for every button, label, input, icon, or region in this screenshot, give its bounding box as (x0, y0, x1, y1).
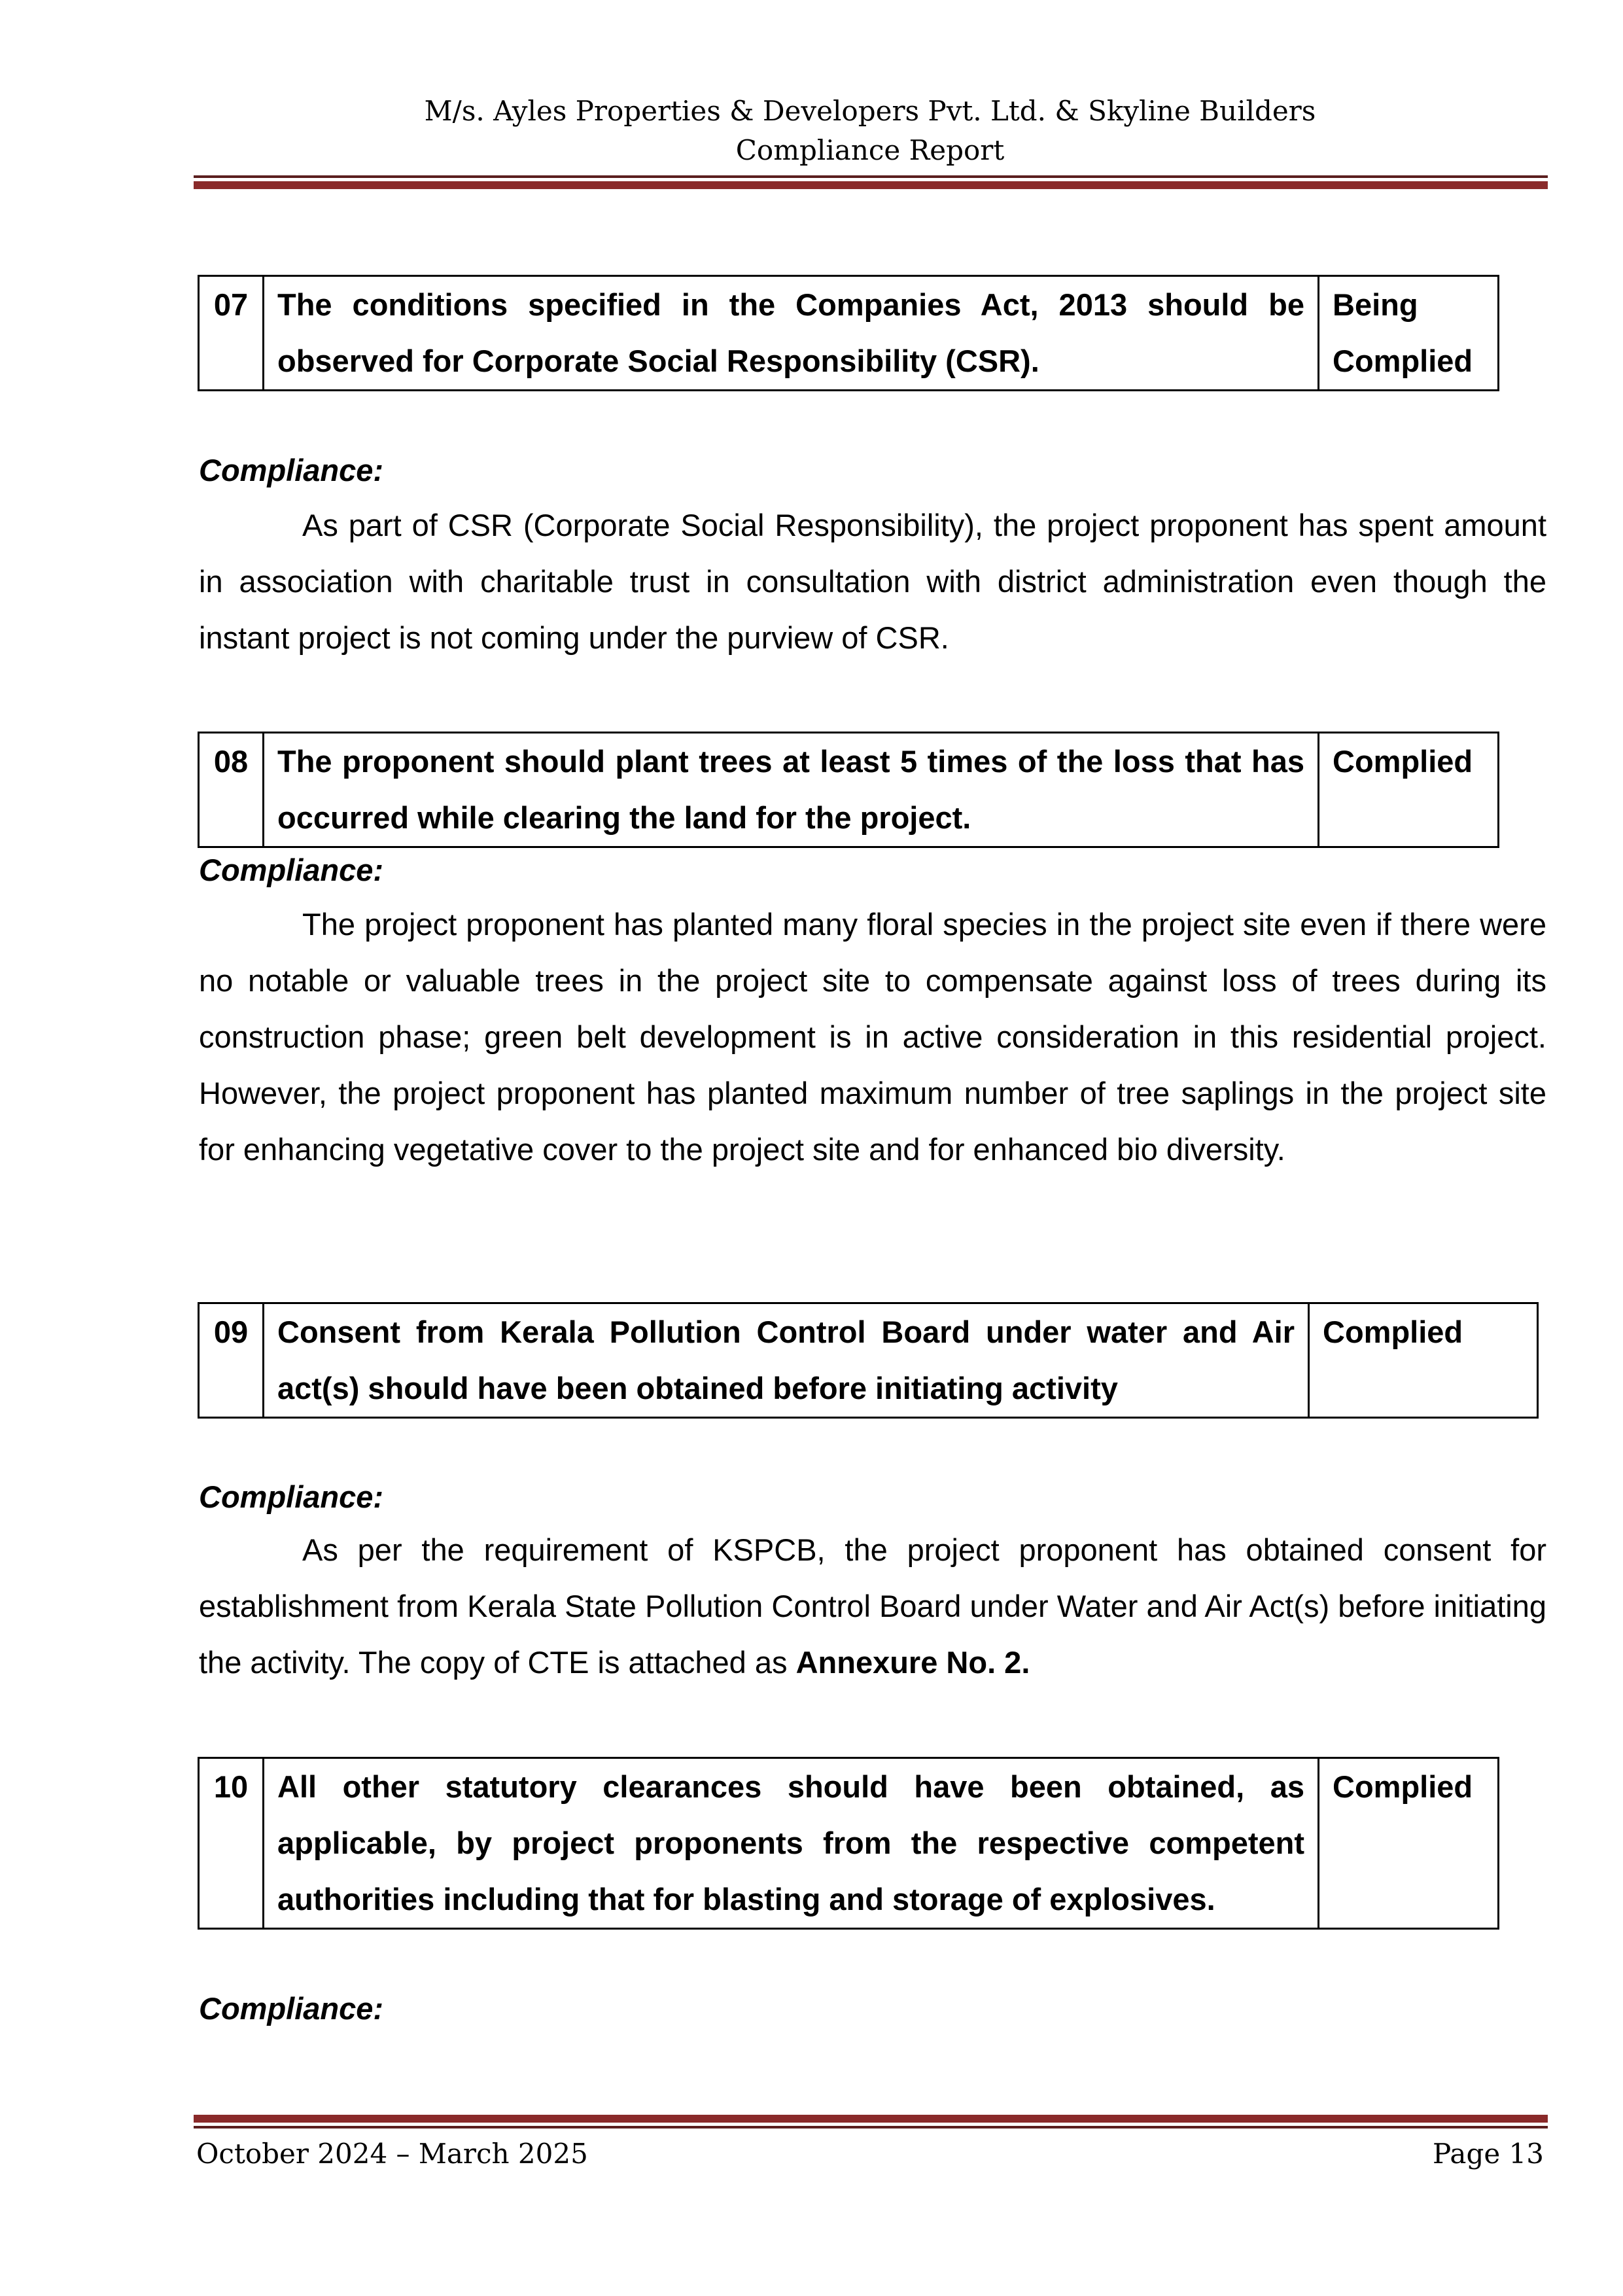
condition-status: Being Complied (1319, 276, 1499, 391)
condition-text: The conditions specified in the Companies Act, 2013 should be observed for Corporate Social Responsibility (CSR). (264, 276, 1319, 391)
condition-text: All other statutory clearances should have been obtained, as applicable, by project proponents from the respective competent authorities including that for blasting and storage of explosives. (264, 1758, 1319, 1929)
condition-text: The proponent should plant trees at least 5 times of the loss that has occurred while clearing the land for the project. (264, 733, 1319, 847)
compliance-text: The project proponent has planted many floral species in the project site even if there were no notable or valuable trees in the project site to compensate against loss of trees during its construction phase; green belt development is in active consideration in this residential project. However, the project proponent has planted maximum number of tree saplings in the project site for enhancing vegetative cover to the project site and for enhanced bio diversity. (199, 907, 1546, 1167)
page-number: Page 13 (1433, 2138, 1544, 2170)
condition-number: 08 (199, 733, 264, 847)
header-divider (194, 175, 1548, 189)
condition-table-09 (198, 1302, 1539, 1419)
compliance-text: As part of CSR (Corporate Social Responsibility), the project proponent has spent amount in association with charitable trust in consultation with district administration even though the instant project is not coming under the purview of CSR. (199, 508, 1546, 655)
condition-number: 10 (199, 1758, 264, 1929)
condition-status: Complied (1319, 733, 1499, 847)
table-row (199, 733, 1499, 847)
compliance-label: Compliance: (199, 453, 384, 487)
compliance-label: Compliance: (199, 1479, 384, 1514)
condition-table-10 (198, 1757, 1499, 1930)
condition-table-08 (198, 732, 1499, 848)
compliance-label: Compliance: (199, 853, 384, 887)
compliance-text-body: As per the requirement of KSPCB, the project proponent has obtained consent for establishment from Kerala State Pollution Control Board under Water and Air Act(s) before initiating the activity. The copy of CTE is attached as (199, 1532, 1546, 1680)
condition-table-07 (198, 275, 1499, 391)
annexure-reference: Annexure No. 2. (795, 1645, 1030, 1680)
compliance-text (199, 1522, 1546, 1691)
header-report-title: Compliance Report (735, 134, 1005, 166)
compliance-label: Compliance: (199, 1991, 384, 2026)
condition-status: Complied (1309, 1303, 1538, 1418)
condition-text: Consent from Kerala Pollution Control Board under water and Air act(s) should have been obtained before initiating activity (264, 1303, 1309, 1418)
condition-status: Complied (1319, 1758, 1499, 1929)
condition-number: 07 (199, 276, 264, 391)
condition-number: 09 (199, 1303, 264, 1418)
table-row (199, 1303, 1538, 1418)
table-row (199, 1758, 1499, 1929)
table-row (199, 276, 1499, 391)
page-footer (196, 2134, 1544, 2174)
page-header (196, 92, 1544, 170)
footer-period: October 2024 – March 2025 (196, 2138, 588, 2170)
header-company-line: M/s. Ayles Properties & Developers Pvt. Ltd. & Skyline Builders (424, 95, 1316, 127)
footer-divider (194, 2115, 1548, 2128)
